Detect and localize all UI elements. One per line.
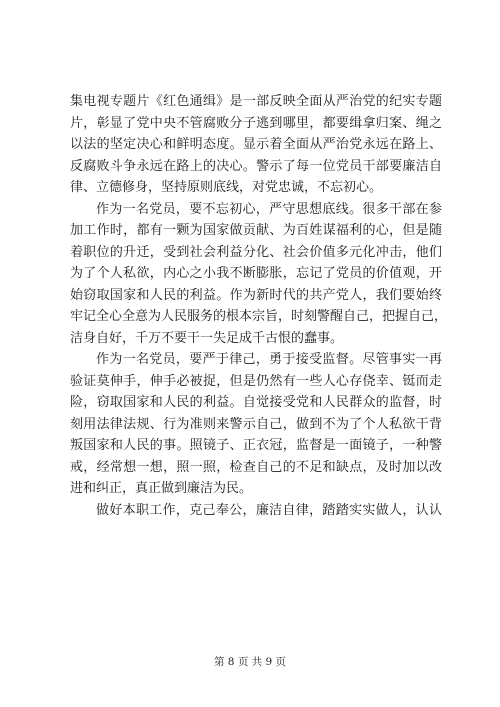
text-line: 验证莫伸手，伸手必被捉，但是仍然有一些人心存侥幸、铤而走 — [70, 373, 442, 389]
text-line: 反腐败斗争永远在路上的决心。警示了每一位党员干部要廉洁自 — [70, 158, 442, 174]
text-line: 洁身自好，千万不要干一失足成千古恨的蠢事。 — [70, 330, 344, 346]
text-line: 进和纠正，真正做到廉洁为民。 — [70, 481, 253, 496]
text-line: 为了个人私欲，内心之小我不断膨胀，忘记了党员的价值观，开 — [70, 266, 442, 281]
text-line: 刻用法律法规、行为准则来警示自己，做到不为了个人私欲干背 — [70, 416, 442, 432]
text-line: 始窃取国家和人民的利益。作为新时代的共产党人，我们要始终 — [70, 287, 442, 303]
text-line: 叛国家和人民的事。照镜子、正衣冠，监督是一面镜子，一种警 — [70, 438, 442, 453]
text-line: 加工作时，都有一颗为国家做贡献、为百姓谋福利的心，但是随 — [70, 223, 442, 238]
text-line: 戒，经常想一想，照一照，检查自己的不足和缺点，及时加以改 — [70, 459, 442, 475]
text-line: 险，窃取国家和人民的利益。自觉接受党和人民群众的监督，时 — [70, 395, 442, 410]
text-line: 牢记全心全意为人民服务的根本宗旨，时刻警醒自己，把握自己， — [70, 309, 448, 324]
text-line: 以法的坚定决心和鲜明态度。显示着全面从严治党永远在路上、 — [70, 137, 442, 152]
text-line: 集电视专题片《红色通缉》是一部反映全面从严治党的纪实专题 — [70, 94, 442, 109]
page-number: 第 8 页 共 9 页 — [213, 656, 287, 668]
text-line: 片，彰显了党中央不管腐败分子逃到哪里，都要缉拿归案、绳之 — [70, 115, 442, 131]
text-line: 着职位的升迁，受到社会利益分化、社会价值多元化冲击，他们 — [70, 244, 442, 260]
text-line: 律、立德修身，坚持原则底线，对党忠诚，不忘初心。 — [70, 180, 383, 195]
paragraph-start-line: 做好本职工作，克己奉公，廉洁自律，踏踏实实做人，认认 — [96, 502, 442, 518]
document-body — [70, 92, 448, 522]
paragraph-start-line: 作为一名党员，要不忘初心，严守思想底线。很多干部在参 — [96, 201, 442, 217]
paragraph-start-line: 作为一名党员，要严于律己，勇于接受监督。尽管事实一再 — [96, 352, 442, 367]
page-footer — [0, 655, 500, 669]
